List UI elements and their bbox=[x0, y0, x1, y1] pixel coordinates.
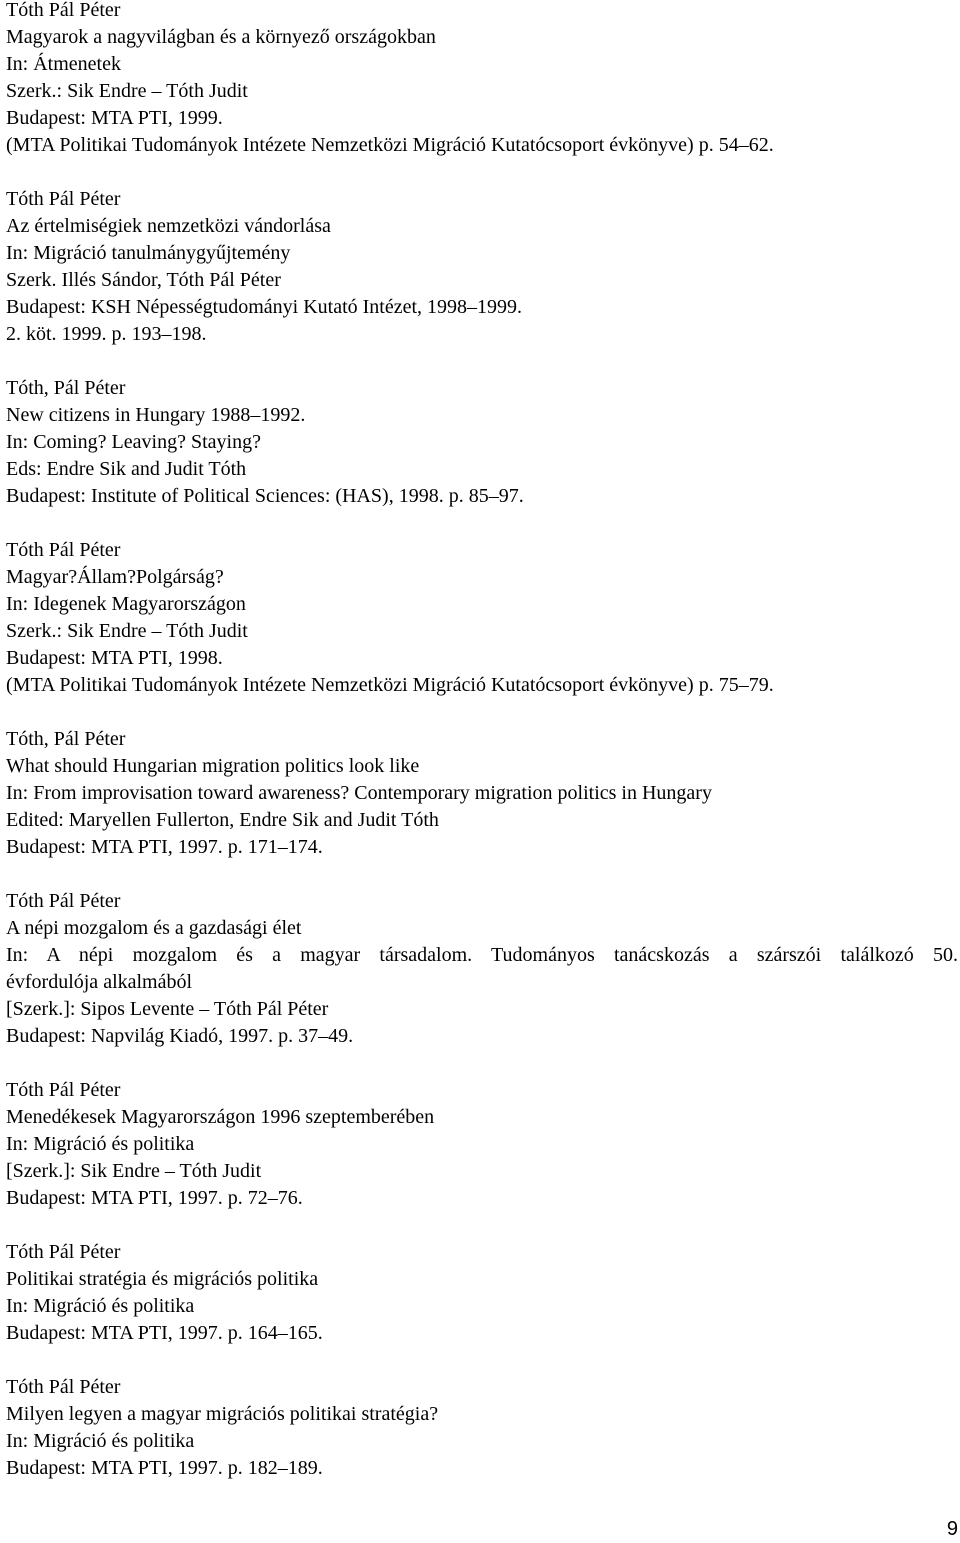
editor-highlight: Tóth Pál Péter bbox=[213, 998, 329, 1020]
entry-publisher: Budapest: MTA PTI, 1997. p. 72–76. bbox=[6, 1187, 303, 1209]
bibliography-entry bbox=[6, 1239, 958, 1347]
entry-title: New citizens in Hungary 1988–1992. bbox=[6, 404, 306, 426]
bibliography-entry bbox=[6, 186, 958, 348]
entry-editors: Edited: Maryellen Fullerton, Endre Sik and Judit Tóth bbox=[6, 809, 439, 831]
entry-in: In: Migráció és politika bbox=[6, 1133, 195, 1155]
entry-editors bbox=[6, 267, 958, 294]
bibliography bbox=[6, 0, 958, 1482]
entry-editors bbox=[6, 996, 958, 1023]
entry-series: (MTA Politikai Tudományok Intézete Nemzetközi Migráció Kutatócsoport évkönyve) p. 75–79. bbox=[6, 674, 774, 696]
entry-in: In: From improvisation toward awareness? Contemporary migration politics in Hungary bbox=[6, 782, 712, 804]
entry-publisher: Budapest: MTA PTI, 1998. bbox=[6, 647, 223, 669]
entry-in: In: Migráció tanulmánygyűjtemény bbox=[6, 242, 291, 264]
entry-author: Tóth Pál Péter bbox=[6, 890, 121, 912]
entry-author: Tóth Pál Péter bbox=[6, 1079, 121, 1101]
entry-publisher: Budapest: Institute of Political Sciences: (HAS), 1998. p. 85–97. bbox=[6, 485, 524, 507]
entry-publisher: Budapest: MTA PTI, 1997. p. 171–174. bbox=[6, 836, 323, 858]
entry-pages: 2. köt. 1999. p. 193–198. bbox=[6, 323, 207, 345]
bibliography-entry bbox=[6, 375, 958, 510]
bibliography-entry bbox=[6, 888, 958, 1050]
entry-author: Tóth Pál Péter bbox=[6, 539, 121, 561]
entry-title: Az értelmiségiek nemzetközi vándorlása bbox=[6, 215, 331, 237]
bibliography-entry bbox=[6, 537, 958, 699]
entry-title: What should Hungarian migration politics look like bbox=[6, 755, 420, 777]
entry-author: Tóth Pál Péter bbox=[6, 1376, 121, 1398]
entry-publisher: Budapest: MTA PTI, 1997. p. 182–189. bbox=[6, 1457, 323, 1479]
entry-publisher: Budapest: KSH Népességtudományi Kutató Intézet, 1998–1999. bbox=[6, 296, 523, 318]
editor-highlight: Tóth Pál Péter bbox=[166, 269, 281, 291]
entry-publisher: Budapest: MTA PTI, 1999. bbox=[6, 107, 223, 129]
entry-title: Magyar?Állam?Polgárság? bbox=[6, 566, 224, 588]
entry-title: Politikai stratégia és migrációs politika bbox=[6, 1268, 319, 1290]
editor-prefix: Szerk. Illés Sándor, bbox=[6, 269, 167, 291]
bibliography-entry bbox=[6, 1077, 958, 1212]
entry-title: Menedékesek Magyarországon 1996 szeptemberében bbox=[6, 1106, 435, 1128]
entry-publisher: Budapest: Napvilág Kiadó, 1997. p. 37–49. bbox=[6, 1025, 354, 1047]
entry-series: (MTA Politikai Tudományok Intézete Nemzetközi Migráció Kutatócsoport évkönyve) p. 54–62. bbox=[6, 134, 774, 156]
entry-in: In: A népi mozgalom és a magyar társadalom. Tudományos tanácskozás a szárszói találkozó 50. bbox=[6, 944, 958, 966]
entry-in: In: Idegenek Magyarországon bbox=[6, 593, 246, 615]
editor-prefix: [Szerk.]: Sipos Levente – bbox=[6, 998, 214, 1020]
bibliography-entry bbox=[6, 1374, 958, 1482]
entry-publisher: Budapest: MTA PTI, 1997. p. 164–165. bbox=[6, 1322, 323, 1344]
entry-title: Milyen legyen a magyar migrációs politikai stratégia? bbox=[6, 1403, 439, 1425]
entry-editors: Eds: Endre Sik and Judit Tóth bbox=[6, 458, 247, 480]
entry-in: In: Migráció és politika bbox=[6, 1430, 195, 1452]
entry-in-continued: évfordulója alkalmából bbox=[6, 971, 193, 993]
entry-editors: Szerk.: Sik Endre – Tóth Judit bbox=[6, 620, 248, 642]
bibliography-entry bbox=[6, 0, 958, 159]
entry-author: Tóth Pál Péter bbox=[6, 188, 121, 210]
page-number: 9 bbox=[946, 1518, 958, 1540]
entry-author: Tóth Pál Péter bbox=[6, 1241, 121, 1263]
entry-in: In: Coming? Leaving? Staying? bbox=[6, 431, 261, 453]
entry-author: Tóth Pál Péter bbox=[6, 0, 121, 21]
entry-editors: Szerk.: Sik Endre – Tóth Judit bbox=[6, 80, 248, 102]
entry-editors: [Szerk.]: Sik Endre – Tóth Judit bbox=[6, 1160, 262, 1182]
entry-title: Magyarok a nagyvilágban és a környező országokban bbox=[6, 26, 436, 48]
entry-in: In: Átmenetek bbox=[6, 53, 121, 75]
entry-author: Tóth, Pál Péter bbox=[6, 377, 126, 399]
entry-in: In: Migráció és politika bbox=[6, 1295, 195, 1317]
bibliography-entry bbox=[6, 726, 958, 861]
entry-author: Tóth, Pál Péter bbox=[6, 728, 126, 750]
entry-title: A népi mozgalom és a gazdasági élet bbox=[6, 917, 302, 939]
